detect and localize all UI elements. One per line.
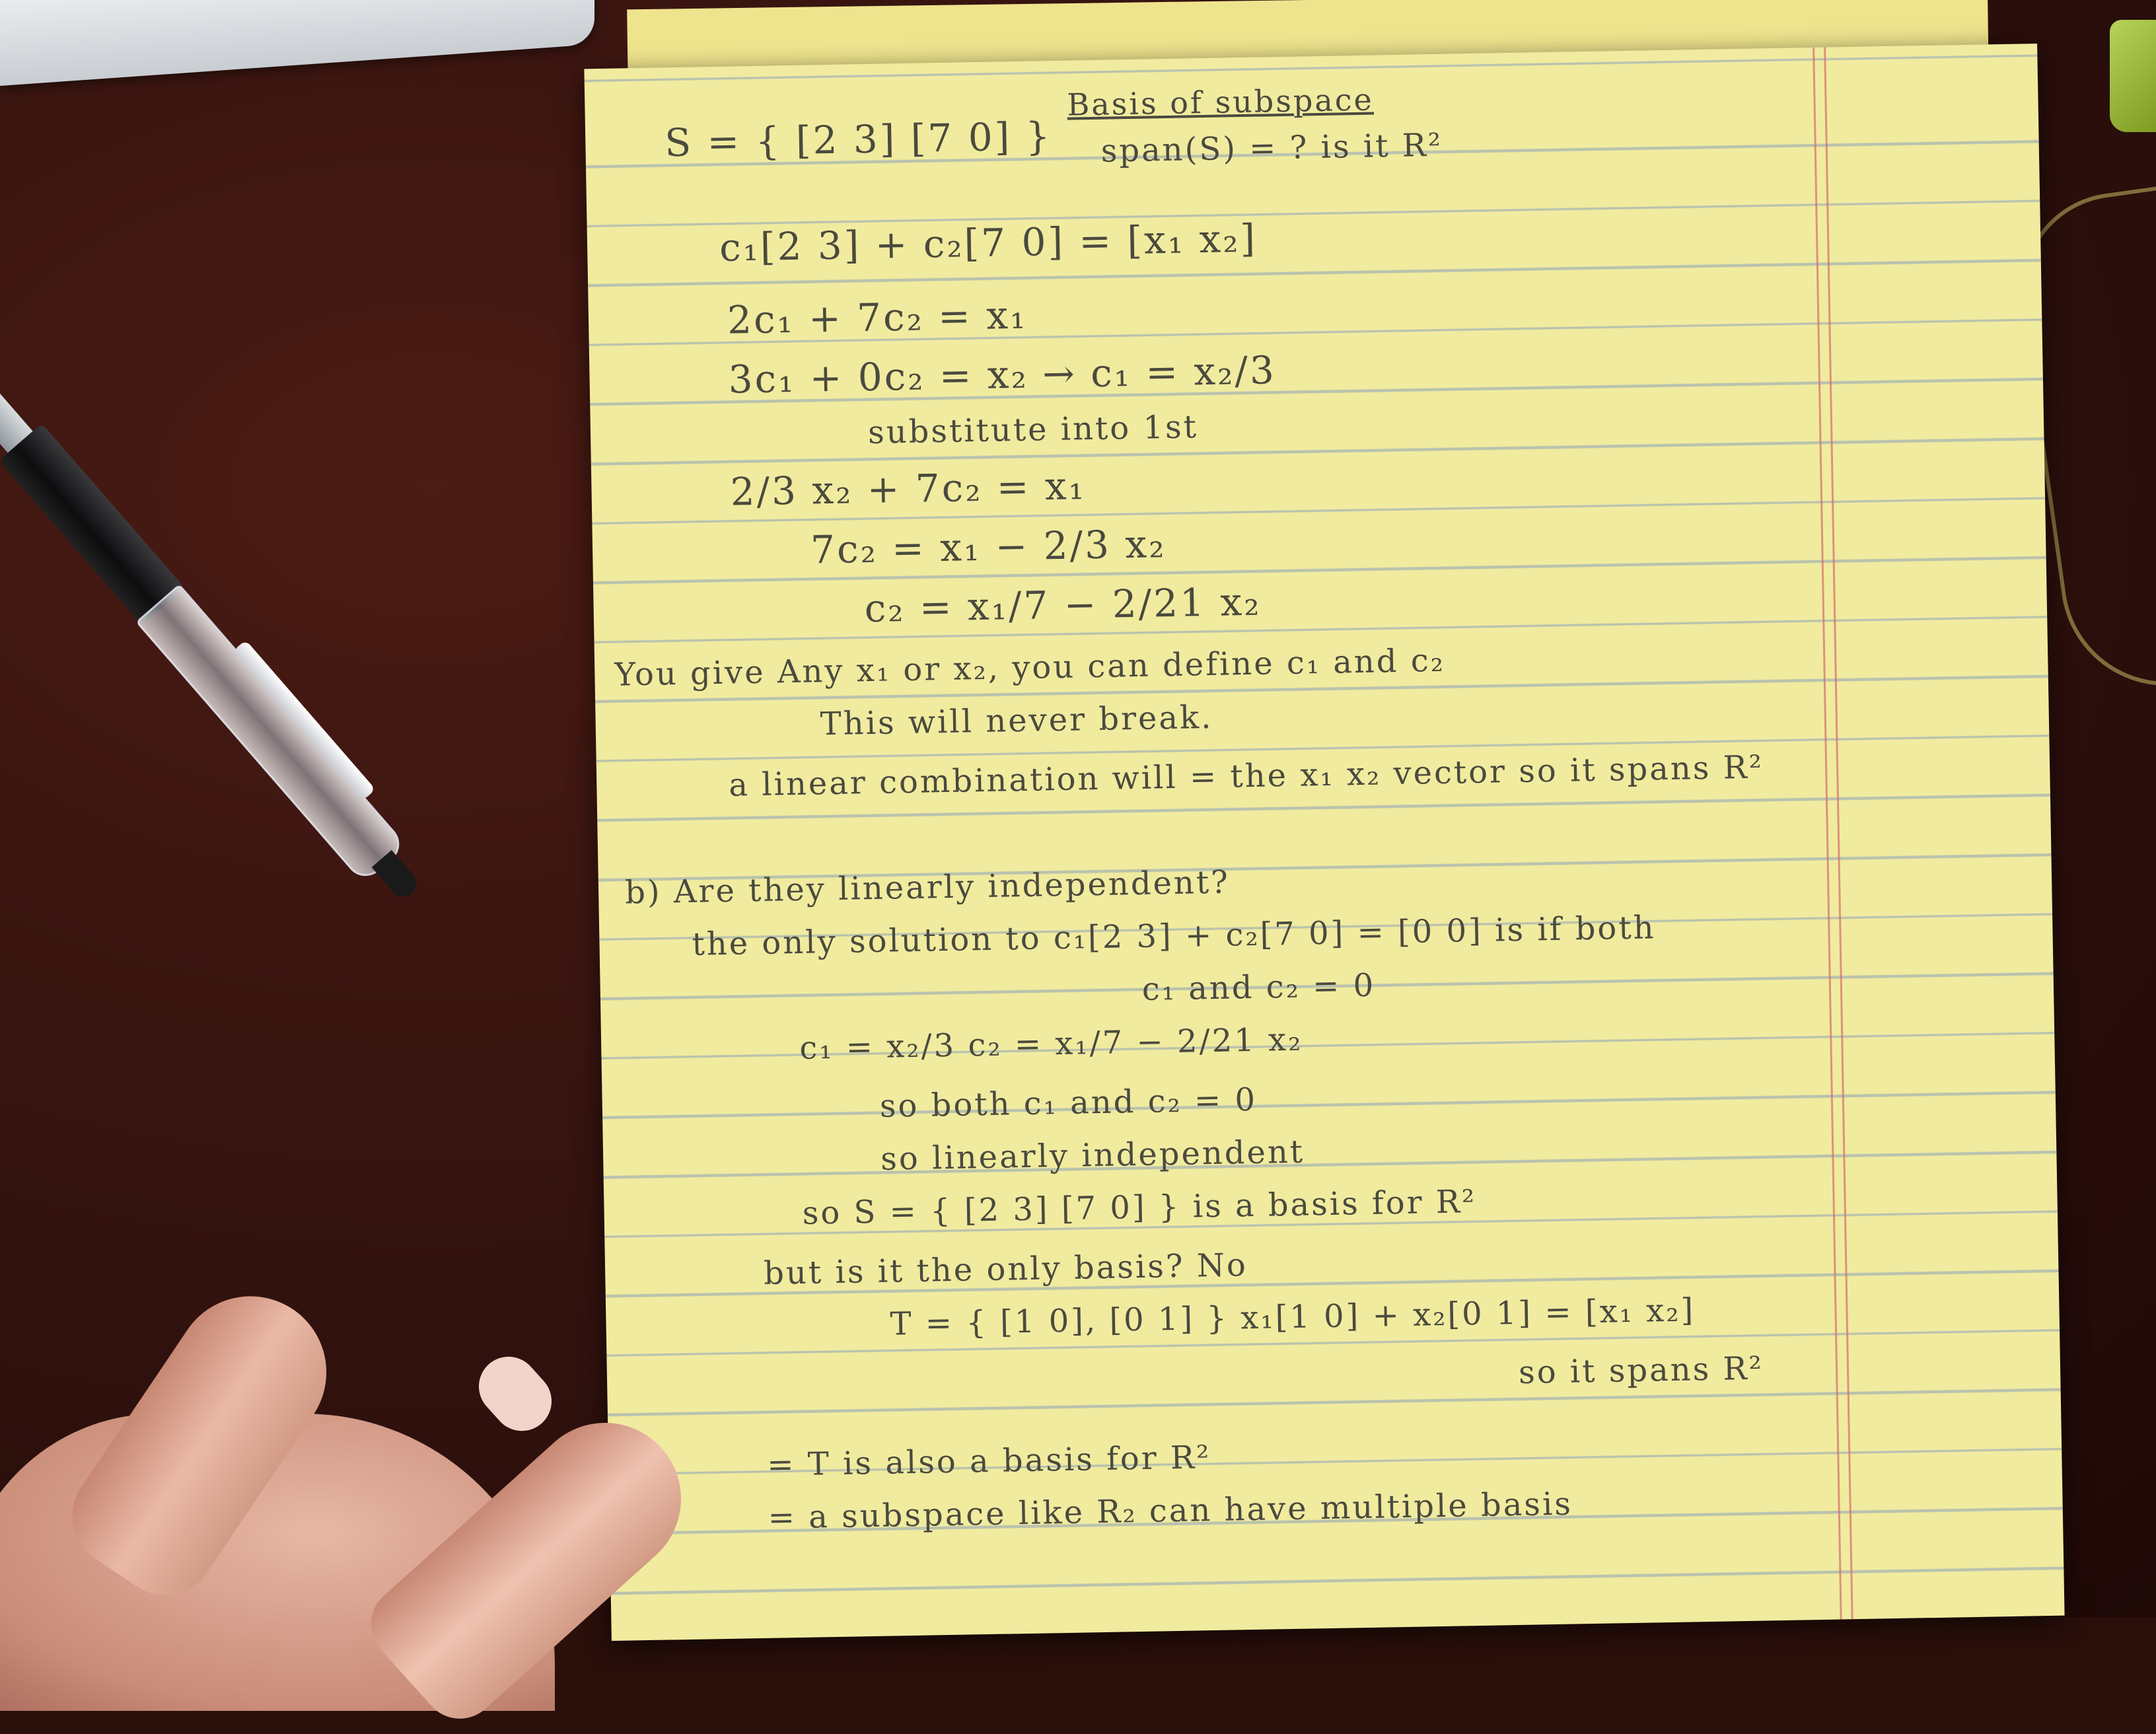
note-linear-combination: c₁[2 3] + c₂[7 0] = [x₁ x₂] — [719, 215, 1258, 270]
note-equation-1: 2c₁ + 7c₂ = x₁ — [727, 292, 1028, 343]
note-only-basis-question: but is it the only basis? No — [763, 1246, 1248, 1292]
legal-notepad — [584, 44, 2064, 1641]
note-only-solution: the only solution to c₁[2 3] + c₂[7 0] = [0 0] is if both — [692, 909, 1656, 963]
note-t-set: T = { [1 0], [0 1] } x₁[1 0] + x₂[0 1] = [x₁ x₂] — [890, 1291, 1696, 1343]
note-c2-result: c₂ = x₁/7 − 2/21 x₂ — [864, 579, 1262, 632]
note-equation-2: 3c₁ + 0c₂ = x₂ → c₁ = x₂/3 — [728, 347, 1277, 402]
handwritten-notes — [584, 44, 2064, 1641]
ballpoint-pen — [0, 363, 442, 920]
note-spans-r2: a linear combination will = the x₁ x₂ vector so it spans R² — [728, 748, 1764, 804]
hand-fingernail — [466, 1344, 563, 1443]
green-object — [2110, 20, 2156, 132]
note-any-x: You give Any x₁ or x₂, you can define c₁ and c₂ — [614, 641, 1446, 694]
note-substitution: 2/3 x₂ + 7c₂ = x₁ — [730, 463, 1087, 515]
pen-barrel — [135, 584, 408, 885]
note-linearly-independent: so linearly independent — [880, 1133, 1305, 1178]
note-s-basis: so S = { [2 3] [7 0] } is a basis for R² — [802, 1183, 1477, 1232]
note-independence-question: b) Are they linearly independent? — [624, 863, 1231, 912]
note-solve-c2: 7c₂ = x₁ − 2/3 x₂ — [810, 521, 1167, 573]
hand — [0, 1255, 674, 1678]
laptop-edge — [0, 0, 594, 86]
note-multiple-basis: = a subspace like R₂ can have multiple basis — [768, 1485, 1573, 1536]
note-substitute: substitute into 1st — [867, 408, 1199, 451]
note-c-values: c₁ = x₂/3 c₂ = x₁/7 − 2/21 x₂ — [799, 1021, 1303, 1067]
pen-grip — [0, 423, 185, 625]
note-title: Basis of subspace — [1066, 81, 1375, 123]
note-span-question: span(S) = ? is it R² — [1100, 126, 1443, 170]
note-c-zero: c₁ and c₂ = 0 — [1141, 966, 1376, 1008]
note-never-break: This will never break. — [820, 698, 1213, 743]
note-both-zero: so both c₁ and c₂ = 0 — [879, 1081, 1258, 1125]
note-set-definition: S = { [2 3] [7 0] } — [664, 114, 1053, 166]
note-t-spans: so it spans R² — [1518, 1350, 1764, 1391]
note-t-basis: = T is also a basis for R² — [766, 1439, 1211, 1484]
